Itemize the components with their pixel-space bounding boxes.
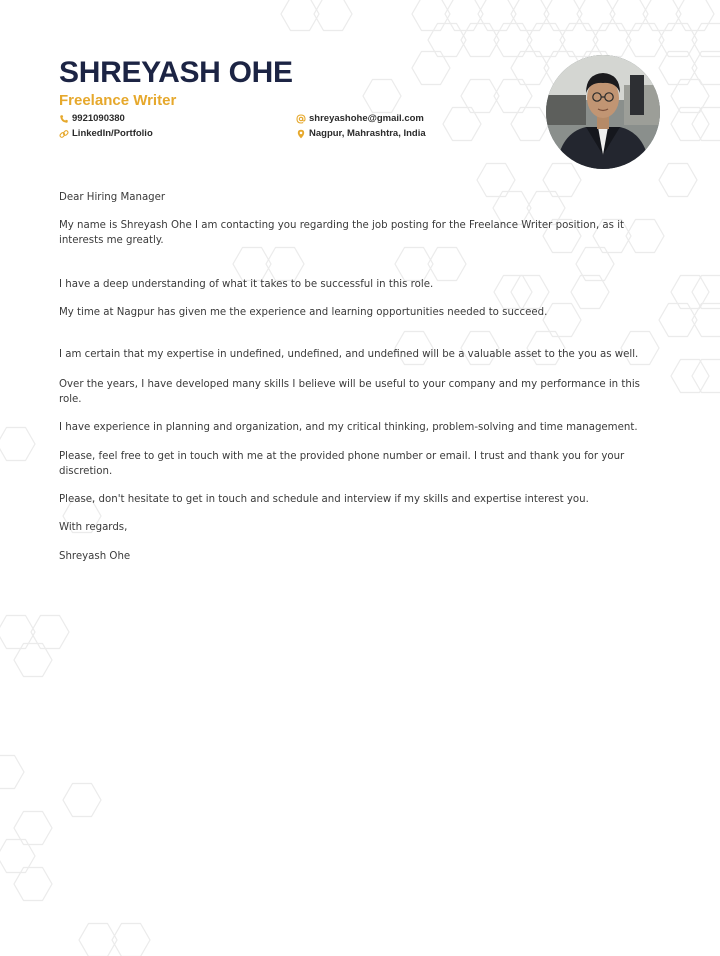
paragraph-7: Please, feel free to get in touch with me at the provided phone number or email. I trust and thank you for your discretion.	[59, 451, 625, 477]
applicant-name: SHREYASH OHE	[59, 56, 293, 89]
phone-icon	[59, 114, 69, 124]
signature: Shreyash Ohe	[59, 551, 131, 562]
profile-photo	[546, 55, 660, 169]
email-contact[interactable]	[296, 113, 424, 125]
link-icon	[59, 129, 69, 139]
paragraph-4: I am certain that my expertise in undefined, undefined, and undefined will be a valuable asset to the you as well.	[59, 349, 639, 360]
paragraph-1: My name is Shreyash Ohe I am contacting you regarding the job posting for the Freelance Writer position, as it interests me greatly.	[59, 220, 625, 246]
salutation: Dear Hiring Manager	[59, 192, 166, 203]
paragraph-3: My time at Nagpur has given me the experience and learning opportunities needed to succeed.	[59, 307, 548, 318]
paragraph-6: I have experience in planning and organization, and my critical thinking, problem-solving and time management.	[59, 422, 638, 433]
job-title: Freelance Writer	[59, 92, 177, 109]
portfolio-link-label: LinkedIn/Portfolio	[72, 128, 153, 139]
paragraph-2: I have a deep understanding of what it takes to be successful in this role.	[59, 279, 434, 290]
email-address: shreyashohe@gmail.com	[309, 113, 424, 124]
phone-number: 9921090380	[72, 113, 125, 124]
location-contact	[296, 128, 426, 140]
portfolio-link[interactable]	[59, 128, 153, 140]
at-sign-icon	[296, 114, 306, 124]
location-text: Nagpur, Mahrashtra, India	[309, 128, 426, 139]
map-pin-icon	[296, 129, 306, 139]
paragraph-5: Over the years, I have developed many skills I believe will be useful to your company and my performance in this role.	[59, 379, 640, 405]
phone-contact[interactable]	[59, 113, 125, 125]
closing: With regards,	[59, 522, 128, 533]
paragraph-8: Please, don't hesitate to get in touch and schedule and interview if my skills and expertise interest you.	[59, 494, 589, 505]
